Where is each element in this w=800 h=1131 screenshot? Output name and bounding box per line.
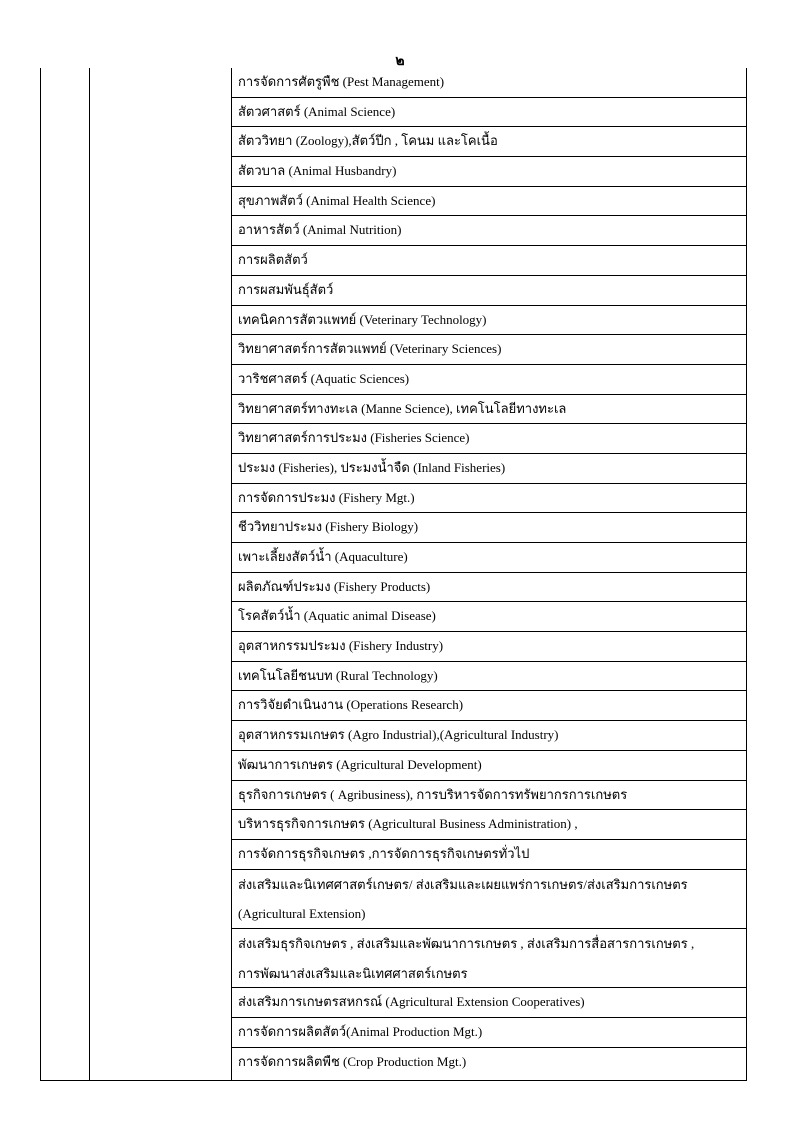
table-row: การผสมพันธุ์สัตว์ xyxy=(232,276,746,306)
table-row-line: ส่งเสริมธุรกิจเกษตร , ส่งเสริมและพัฒนาการเกษตร , ส่งเสริมการสื่อสารการเกษตร , xyxy=(238,935,695,951)
table-row: การจัดการผลิตพืช (Crop Production Mgt.) xyxy=(238,1053,467,1069)
table-row: เทคนิคการสัตวแพทย์ (Veterinary Technology) xyxy=(232,306,746,336)
table-row: สัตววิทยา (Zoology),สัตว์ปีก , โคนม และโคเนื้อ xyxy=(232,127,746,157)
table-row: อุตสาหกรรมประมง (Fishery Industry) xyxy=(232,632,746,662)
table-row: การจัดการผลิตสัตว์(Animal Production Mgt.) xyxy=(232,1018,746,1048)
table-row: การจัดการธุรกิจเกษตร ,การจัดการธุรกิจเกษตรทั่วไป xyxy=(232,840,746,870)
table-row-line: ส่งเสริมและนิเทศศาสตร์เกษตร/ ส่งเสริมและเผยแพร่การเกษตร/ส่งเสริมการเกษตร xyxy=(238,876,688,892)
table-row: วิทยาศาสตร์การประมง (Fisheries Science) xyxy=(232,424,746,454)
table-row: เพาะเลี้ยงสัตว์น้ำ (Aquaculture) xyxy=(232,543,746,573)
table-row xyxy=(232,929,746,988)
column-divider-1 xyxy=(89,68,90,1080)
table-row: ธุรกิจการเกษตร ( Agribusiness), การบริหารจัดการทรัพยากรการเกษตร xyxy=(232,781,746,811)
table-row: การวิจัยดำเนินงาน (Operations Research) xyxy=(232,691,746,721)
table-row: เทคโนโลยีชนบท (Rural Technology) xyxy=(232,662,746,692)
page-number: ๒ xyxy=(395,54,405,69)
table-row: วิทยาศาสตร์ทางทะเล (Manne Science), เทคโนโลยีทางทะเล xyxy=(232,395,746,425)
table-row: สัตวบาล (Animal Husbandry) xyxy=(232,157,746,187)
table-row-line: (Agricultural Extension) xyxy=(238,906,366,922)
table-row: พัฒนาการเกษตร (Agricultural Development) xyxy=(232,751,746,781)
table-row: การผลิตสัตว์ xyxy=(232,246,746,276)
table-row: สัตวศาสตร์ (Animal Science) xyxy=(232,98,746,128)
table-row: บริหารธุรกิจการเกษตร (Agricultural Business Administration) , xyxy=(232,810,746,840)
table-row: ประมง (Fisheries), ประมงน้ำจืด (Inland Fisheries) xyxy=(232,454,746,484)
table-row: ชีววิทยาประมง (Fishery Biology) xyxy=(232,513,746,543)
table-row: การจัดการประมง (Fishery Mgt.) xyxy=(232,484,746,514)
table-row-line: การพัฒนาส่งเสริมและนิเทศศาสตร์เกษตร xyxy=(238,965,468,981)
table-row: โรคสัตว์น้ำ (Aquatic animal Disease) xyxy=(232,602,746,632)
table-row xyxy=(232,870,746,929)
document-table xyxy=(40,68,747,1081)
table-row: การจัดการศัตรูพืช (Pest Management) xyxy=(232,68,746,98)
table-row: สุขภาพสัตว์ (Animal Health Science) xyxy=(232,187,746,217)
table-rows xyxy=(232,68,746,1077)
table-row: วิทยาศาสตร์การสัตวแพทย์ (Veterinary Sciences) xyxy=(232,335,746,365)
table-row: ผลิตภัณฑ์ประมง (Fishery Products) xyxy=(232,573,746,603)
table-row: อุตสาหกรรมเกษตร (Agro Industrial),(Agricultural Industry) xyxy=(232,721,746,751)
table-row: วาริชศาสตร์ (Aquatic Sciences) xyxy=(232,365,746,395)
table-row: ส่งเสริมการเกษตรสหกรณ์ (Agricultural Extension Cooperatives) xyxy=(232,988,746,1018)
table-row: อาหารสัตว์ (Animal Nutrition) xyxy=(232,216,746,246)
